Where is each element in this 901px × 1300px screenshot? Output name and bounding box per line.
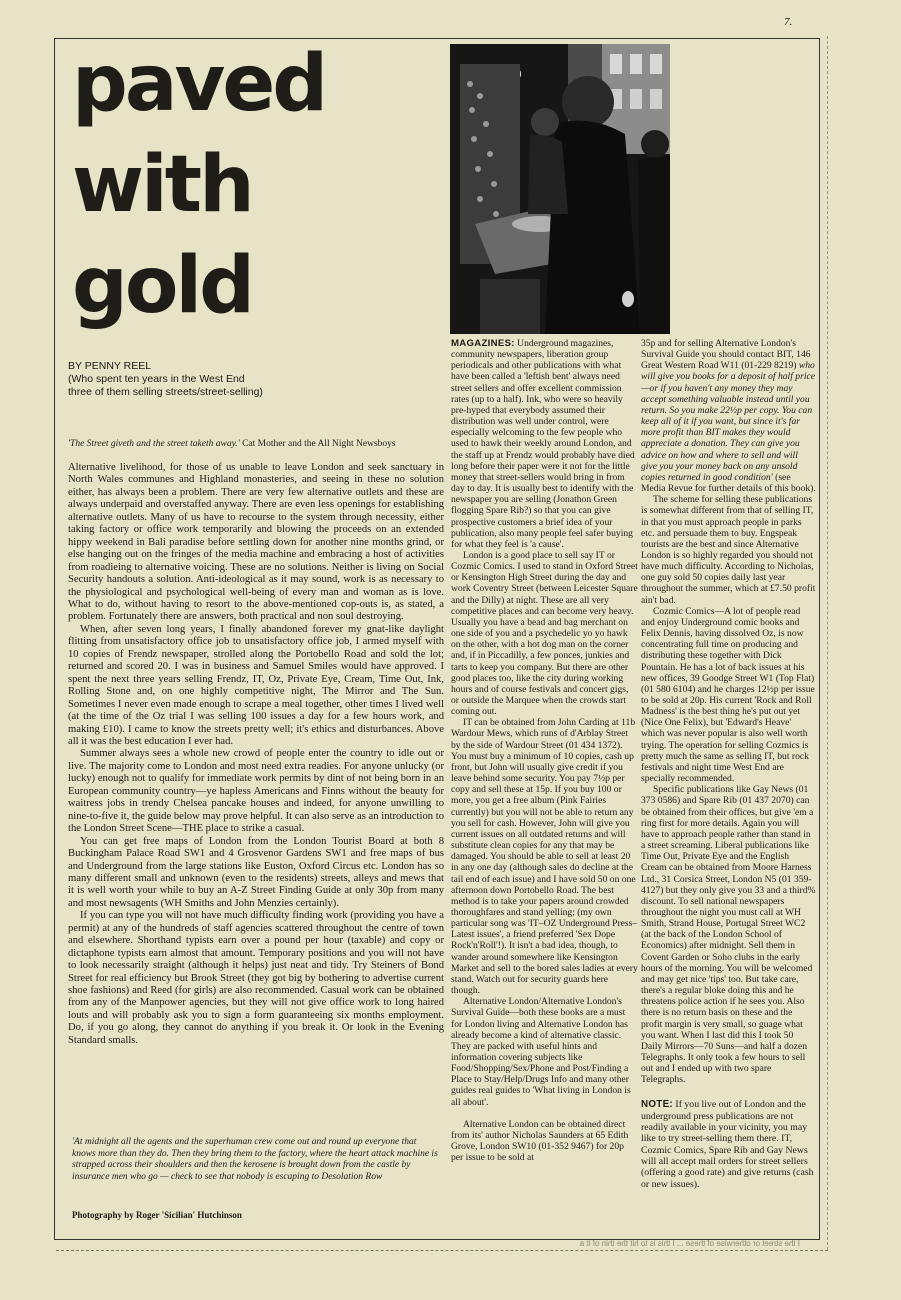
paragraph-text: (see Media Revue for further details of this book). [641,471,816,495]
bit-quote: who will give you books for a deposit of half price—or if you haven't any money they may accept something valuable instead until you return. So you make 22½p per copy. You can keep all of it if you want, but since it's far more profit than BIT makes they would appreciate a donation. They can give you advice on how and where to sell and will give you your money back on any unsold copies returned in good condition' [641,360,815,483]
byline [68,360,438,399]
paragraph: Alternative London can be obtained direct from its' author Nicholas Saunders at 65 Edith Grove, London SW10 (01-352 9467) for 20p per issue to be sold at [451,1118,629,1164]
paragraph: Alternative London/Alternative London's Survival Guide—both these books are a must for London living and Alternative London has already become a kind of alternative classic. They are packed with useful hints and information covering subjects like Food/Shopping/Sex/Phone and Post/Finding a Place to Stay/Help/Drugs Info and many other guides real guides to 'What living in London is all about'. [451,996,631,1108]
paragraph [451,338,638,550]
note-box [641,1099,816,1189]
paragraph: You can get free maps of London from the London Tourist Board at both 8 Buckingham Palace Road SW1 and 4 Grosvenor Gardens SW1 and free maps of bus and Underground from the large stations like Euston, Oxford Circus etc. London has so many different small and unknown (even to the residents) streets, alleys and mews that it is well worth your while to buy an A-Z Street Finding Guide at only 30p from many and most newsagents (WH Smiths and John Menzies certainly). [68,835,444,909]
author-note-1: (Who spent ten years in the West End [68,373,245,385]
street-vendor-photo [450,44,670,334]
note-text: If you live out of London and the underground press publications are not readily available in your vicinity, you may like to try street-selling them there. IT, Cozmic Comics, Spare Rib and Gay News will all accept mail orders for street sellers (offering a good rate) and give returns (cash or new issues). [641,1099,814,1190]
paragraph: Specific publications like Gay News (01 373 0586) and Spare Rib (01 437 2070) can be obtained from their offices, but give 'em a ring first for more details. Again you will have to approach people rather than stand in a street screaming. Liberal publications like Time Out, Private Eye and the English Cream can be obtained from Moore Harness Ltd., 31 Corsica Street, London N5 (01 359-4127) but they only give you 33 and a third% discount. To sell national newspapers throughout the night you must call at WH Smith, Strand House, Portugal Street WC2 (at the back of the London School of Economics) after midnight. Sell them in Covent Garden or Soho clubs in the early hours of the morning. You will be welcomed and may get nice 'tips' too. But take care, there's a regular bloke doing this and he threatens police action if he sees you. Also there is no return basis on these and the profit margin is very small, so guage what you want. When I last did this I took 50 Daily Mirrors—70 Suns—and half a dozen Telegraphs. It only took a few hours to sell out and I ended up with two spare Telegraphs. [641,784,816,1086]
headline-line-1: paved [72,39,326,129]
section-lead: MAGAZINES: [451,338,515,349]
paragraph-text: 35p and for selling Alternative London's Survival Guide you should contact BIT, 146 Great Western Road W11 (01-229 8219) [641,338,811,372]
fold-line-vertical [827,36,828,1250]
page-number: 7. [784,16,793,28]
paragraph: IT can be obtained from John Carding at 11b Wardour Mews, which runs of d'Arblay Street by the side of Wardour Street (01 434 1372). You must buy a minimum of 10 copies, cash up front, but John will usually give credit if you leave behind some security. You pay 7½p per copy and sell these at 15p. If you buy 100 or more, you get a free album (Pink Fairies currently) but you will not be able to return any you sell for cash. However, John will give you current issues on all outdated returns and will substitute clean copies for any that may be damaged. You should be able to sell at least 20 in any one day (although sales do decline at the tail end of each issue) and I have sold 50 on one afternoon down Portobello Road. The best method is to take your papers around crowded thoroughfares and stand yelling; (my own particular song was 'IT–OZ Underground Press–Latest issues', a friend preferred 'Sex Dope Rock'n'Roll'!). It isn't a bad idea, though, to wander around somewhere like Kensington Market and sell to the bored sales ladies at every stand. Watch out for security guards here though. [451,717,638,997]
article-column-3 [641,338,816,1236]
author-note-2: three of them selling streets/street-selling) [68,386,263,398]
photo-credit: Photography by Roger 'Sicilian' Hutchinson [72,1210,242,1220]
paragraph: London is a good place to sell say IT or Cozmic Comics. I used to stand in Oxford Street or Kensington High Street during the day and work Coventry Street (between Leicester Square and the Dilly) at night. These are all very competitive places and can become very heavy. Usually you have a bead and bag merchant on one side of you and a psychedelic yo yo hawk on the other, with a hot dog man on the corner and, if in Piccadilly, a few ponces, junkies and tarts to keep you company. But there are other good places too, like the city during working hours and of course festivals and concert gigs, or outside the Marquee when the crowds start coming out. [451,549,638,718]
headline [72,34,432,337]
headline-line-3: gold [72,241,252,331]
fold-line-horizontal [56,1250,828,1251]
article-column-2 [451,338,638,1236]
paragraph: If you can type you will not have much difficulty finding work (providing you have a permit) at any of the hundreds of staff agencies scattered throughout the centre of town and elsewhere. Shorthand typists earn over a pound per hour (taxable) and copy or dictaphone typists earn almost that amount. Temporary positions and you will not have to look necessarily straight (although it helps) just neat and tidy. Try Steiners of Bond Street for real efficiency but Brook Street (they got big by bothering to advertise current shoe fashions) and Reed (for girls) are also recommended. Casual work can be obtained from any of the Manpower agencies, but they will not give office work to long haired louts and will probably ask you to sign a form guaranteeing six months employment. Do, if you go along, they cannot do anything if you break it. Or look in the Evening Standard smalls. [68,910,444,1046]
paragraph [641,338,816,494]
paragraph: Summer always sees a whole new crowd of people enter the country to idle out or live. The majority come to London and most need extra readies. For anyone unlucky (or lucky) enough not to qualify for immediate work permits by dint of not being born in an European community country—ye hapless Americans and Finns without the beauty for waitress jobs in trendy Chelsea pancake houses and indeed, for anyone unwilling to nine-to-five it, the guide below may prove helpful. It can also serve as an introduction to the London Street Scene—THE place to strike a casual. [68,748,444,835]
paragraph: When, after seven long years, I finally abandoned forever my gnat-like daylight flitting from unsatisfactory office job to unsatisfactory office job, I armed myself with 10 copies of Frendz newspaper, strolled along the Portobello Road and sold the lot; returned and scored 20. I was in business and Samuel Smiles would have approved. I spent the next three years selling Frendz, IT, Oz, Private Eye, Cream, Time Out, Ink, Rolling Stone and, on one highly competitive night, The Mirror and The Sun. Sometimes I never even made enough to scrape a meal together, other times I lived well (at the time of the Oz trial I was selling 100 issues a day for a few hours work, and making £10). I came to know the streets pretty well; it's ethics and disturbances. Above all it was the best education I ever had. [68,623,444,747]
headline-line-2: with [72,140,252,230]
paragraph: Cozmic Comics—A lot of people read and enjoy Underground comic books and Felix Dennis, having dissolved Oz, is now concentrating full time on producing and distributing these together with Dick Pountain. He has a lot of back issues at his new offices, 39 Goodge Street W1 (Top Flat) (01 580 6104) and he charges 12½p per issue to be sold at 20p. His current 'Rock and Roll Madness' is the best thing he's put out yet (Nice One Felix), but 'Edward's Heave' which was never popular is also well worth trying. The operation for selling Cozmics is pretty much the same as selling IT, but rock festivals and night time West End are specially recommended. [641,605,815,785]
epigraph-quote: 'The Street giveth and the street taketh away.' [68,439,240,449]
article-column-1 [68,462,444,1132]
epigraph [68,438,438,450]
epigraph-source: Cat Mother and the All Night Newsboys [239,439,396,449]
paragraph: Alternative livelihood, for those of us unable to leave London and seek sanctuary in North Wales communes and Highland monasteries, and seeing in these no solution either, has always been a problem. There are very few alternative outlets and these are always underpaid and overstaffed anyway. There are even less openings for establishing alternative outlets. Many of us have to recourse to the system through necessity, either taking factory or office work temporarily and blowing the proceeds on an extended hippy weekend in Bali paradise before settling down for another nine months grind, or else hanging out on the fringes of the media machine and embracing a host of activities from roadieing to alternative voicing. These are no solutions. Neither is living on Social Security handouts a solution. Anti-ideological as it may sound, work is as necessary to the physiological and psychological well-being of every man and woman as is love. What to do, without having to resort to the above-mentioned cop-outs is, as stated, a problem. Fortunately there are answers, both practical and non soul destroying. [68,462,444,623]
pull-quote: 'At midnight all the agents and the superhuman crew come out and round up everyone that knows more than they do. Then they bring them to the factory, where the heart attack machine is strapped across their shoulders and then the kerosene is brought down from the castle by insurance men who go — check to see that nobody is escaping to Desolation Row [72,1137,438,1182]
author-name: BY PENNY REEL [68,360,152,372]
paragraph-text: Underground magazines, community newspapers, liberation group periodicals and other publications with what have been called a 'leftish bent' always need street sellers and offer excellent commission rates (up to a half). Ink, who were so heavily pre-hyped that everybody assumed their distribution was well under control, were especially welcoming to the few people who used to hawk their weekly around London, and the staff up at Frendz would probably have died long before their paper were it not for the little money that street-sellers would bring in from day to day. It is usually best to identify with the newspaper you are selling (Jonathon Green flogging Spare Rib?) so that you can give prospective customers a brief idea of your publication, also many people feel safer buying for what they feel is 'a cause'. [451,338,635,550]
paragraph: The scheme for selling these publications is somewhat different from that of selling IT, in that you must approach people in parks etc. and persuade them to buy. Engspeak tourists are the best and since Alternative London is so highly regarded you should not have much difficulty. According to Nicholas, one guy sold 50 copies daily last year throughout the summer, which at £7.50 profit ain't bad. [641,494,816,606]
note-lead: NOTE: [641,1099,673,1111]
show-through-text: I the street or otherwise of these ... I this is to hit the thin of it a [579,1239,800,1248]
